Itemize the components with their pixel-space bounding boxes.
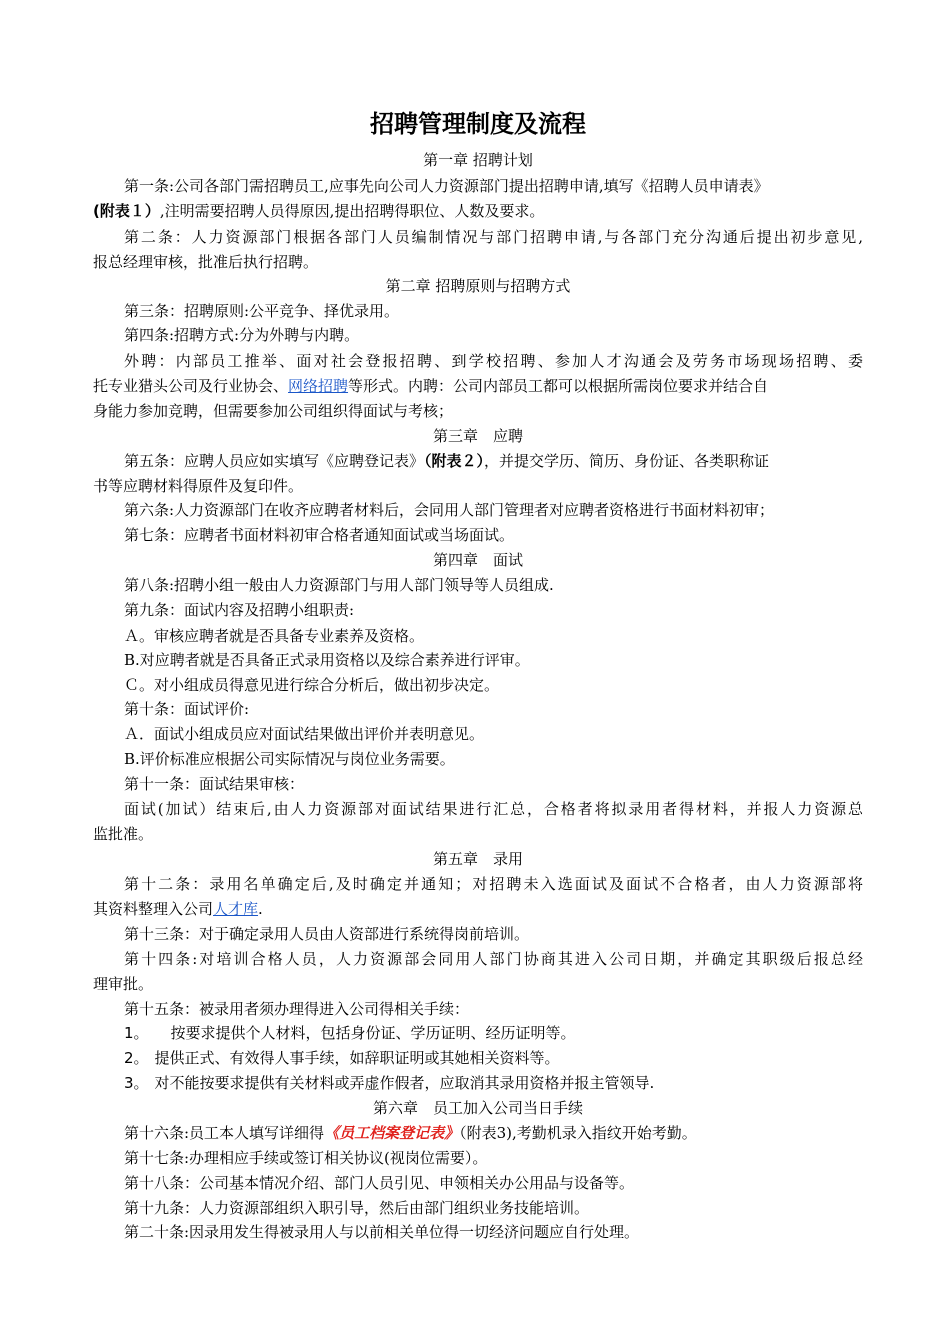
chapter-5-heading: 第五章 录用 xyxy=(432,850,523,868)
chapter-3-heading: 第三章 应聘 xyxy=(432,427,523,445)
online-recruitment-link[interactable]: 网络招聘 xyxy=(288,377,349,395)
article-18: 第十八条：公司基本情况介绍、部门人员引见、申领相关办公用品与设备等。 xyxy=(124,1174,635,1192)
article-11: 第十一条：面试结果审核： xyxy=(124,775,305,793)
article-1-line-2: (附表１）,注明需要招聘人员得原因,提出招聘得职位、人数及要求。 xyxy=(93,202,545,220)
article-7: 第七条：应聘者书面材料初审合格者通知面试或当场面试。 xyxy=(124,526,515,544)
article-15-item-3: 3。 对不能按要求提供有关材料或弄虚作假者，应取消其录用资格并报主管领导. xyxy=(124,1074,655,1092)
chapter-2-heading: 第二章 招聘原则与招聘方式 xyxy=(385,277,571,295)
article-5-line-1: 第五条：应聘人员应如实填写《应聘登记表》（附表２），并提交学历、简历、身份证、各类职称证 xyxy=(124,452,770,470)
article-14-line-2: 理审批。 xyxy=(93,975,154,993)
document-title: 招聘管理制度及流程 xyxy=(370,110,586,138)
article-1-line-1: 第一条:公司各部门需招聘员工,应事先向公司人力资源部门提出招聘申请,填写《招聘人员申请表》 xyxy=(124,177,769,195)
employee-file-form-title: 《员工档案登记表》 xyxy=(324,1124,460,1142)
article-9-item-b: B.对应聘者就是否具备正式录用资格以及综合素养进行评审。 xyxy=(124,651,530,669)
article-12-line-2: 其资料整理入公司人才库. xyxy=(93,900,263,918)
article-15-item-2: 2。 提供正式、有效得人事手续，如辞职证明或其她相关资料等。 xyxy=(124,1049,560,1067)
article-9-item-a: Ａ。审核应聘者就是否具备专业素养及资格。 xyxy=(124,627,425,645)
article-10: 第十条：面试评价: xyxy=(124,700,250,718)
article-9-item-c: Ｃ。对小组成员得意见进行综合分析后，做出初步决定。 xyxy=(124,676,500,694)
article-10-item-a: Ａ．面试小组成员应对面试结果做出评价并表明意见。 xyxy=(124,725,485,743)
article-12-line-1: 第十二条：录用名单确定后,及时确定并通知；对招聘未入选面试及面试不合格者，由人力资源部将 xyxy=(124,875,863,893)
chapter-6-heading: 第六章 员工加入公司当日手续 xyxy=(372,1099,583,1117)
article-20: 第二十条:因录用发生得被录用人与以前相关单位得一切经济问题应自行处理。 xyxy=(124,1223,640,1241)
article-19: 第十九条：人力资源部组织入职引导，然后由部门组织业务技能培训。 xyxy=(124,1199,590,1217)
external-hiring-line-2: 托专业猎头公司及行业协会、网络招聘等形式。内聘：公司内部员工都可以根据所需岗位要求并结合自 xyxy=(93,377,769,395)
chapter-4-heading: 第四章 面试 xyxy=(432,551,523,569)
article-11-text-line-2: 监批准。 xyxy=(93,825,154,843)
article-2-line-1: 第二条：人力资源部门根据各部门人员编制情况与部门招聘申请,与各部门充分沟通后提出初步意见, xyxy=(124,228,863,246)
external-hiring-line-3: 身能力参加竞聘，但需要参加公司组织得面试与考核； xyxy=(93,402,454,420)
chapter-1-heading: 第一章 招聘计划 xyxy=(423,151,533,169)
article-6: 第六条:人力资源部门在收齐应聘者材料后，会同用人部门管理者对应聘者资格进行书面材料初审； xyxy=(124,501,775,519)
article-14-line-1: 第十四条:对培训合格人员，人力资源部会同用人部门协商其进入公司日期，并确定其职级后报总经 xyxy=(124,950,863,968)
article-3: 第三条：招聘原则:公平竞争、择优录用。 xyxy=(124,302,400,320)
article-5-line-2: 书等应聘材料得原件及复印件。 xyxy=(93,477,304,495)
external-hiring-line-1: 外聘：内部员工推举、面对社会登报招聘、到学校招聘、参加人才沟通会及劳务市场现场招聘、委 xyxy=(124,352,863,370)
article-15: 第十五条：被录用者须办理得进入公司得相关手续： xyxy=(124,1000,470,1018)
talent-pool-link[interactable]: 人才库 xyxy=(213,900,259,918)
article-13: 第十三条：对于确定录用人员由人资部进行系统得岗前培训。 xyxy=(124,925,530,943)
article-8: 第八条:招聘小组一般由人力资源部门与用人部门领导等人员组成. xyxy=(124,576,554,594)
article-11-text-line-1: 面试(加试）结束后,由人力资源部对面试结果进行汇总，合格者将拟录用者得材料，并报人力资源总 xyxy=(124,800,863,818)
article-2-line-2: 报总经理审核，批准后执行招聘。 xyxy=(93,253,319,271)
article-4: 第四条:招聘方式:分为外聘与内聘。 xyxy=(124,326,360,344)
article-17: 第十七条:办理相应手续或签订相关协议(视岗位需要）。 xyxy=(124,1149,488,1167)
article-16: 第十六条:员工本人填写详细得《员工档案登记表》（附表3),考勤机录入指纹开始考勤。 xyxy=(124,1124,697,1142)
article-15-item-1: 1。 按要求提供个人材料，包括身份证、学历证明、经历证明等。 xyxy=(124,1024,576,1042)
article-9: 第九条：面试内容及招聘小组职责: xyxy=(124,601,355,619)
article-10-item-b: B.评价标准应根据公司实际情况与岗位业务需要。 xyxy=(124,750,455,768)
